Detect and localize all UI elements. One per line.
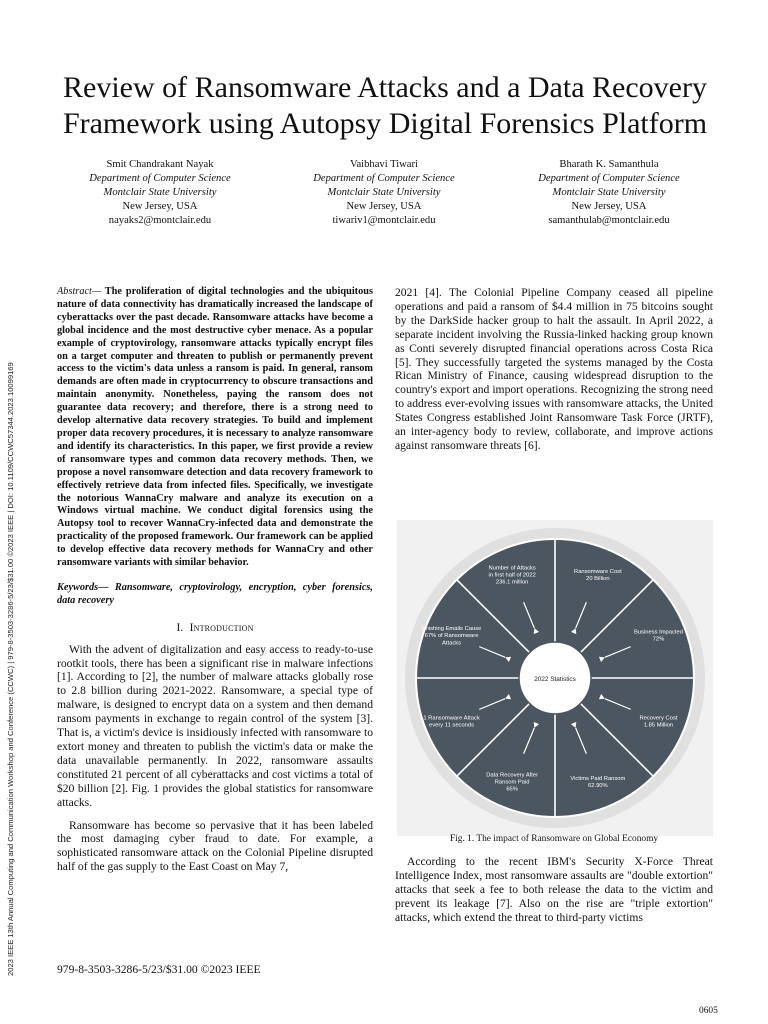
keywords-body: Ransomware, cryptovirology, encryption, cyber forensics, data recovery (57, 581, 373, 606)
wheel-segment-line: 1.85 Million (643, 722, 674, 729)
author-univ: Montclair State University (327, 187, 441, 198)
author-location: New Jersey, USA (346, 201, 422, 212)
author-dept: Department of Computer Science (313, 173, 455, 184)
wheel-segment-line: Ransomware Cost (574, 568, 622, 575)
statistics-wheel (397, 520, 713, 836)
author-name: Vaibhavi Tiwari (350, 159, 418, 170)
side-doi-text: 2023 IEEE 13th Annual Computing and Communication Workshop and Conference (CCWC) | 979-8-3503-3286-5/23/$31.00 ©2023 IEEE | DOI: 10.1109/CCWC57344.2023.10099169 (6, 362, 15, 976)
author-location: New Jersey, USA (122, 201, 198, 212)
author-email[interactable]: samanthulab@montclair.edu (548, 215, 670, 226)
author-block-2 (284, 158, 484, 228)
author-email[interactable]: tiwariv1@montclair.edu (332, 215, 436, 226)
wheel-segment-line: Number of Attacks (488, 565, 536, 572)
abstract-lead: Abstract— (57, 286, 102, 297)
wheel-segment-label (423, 715, 479, 728)
wheel-segment-line: 65% (506, 786, 518, 793)
wheel-segment-line: Business Impacted (633, 629, 683, 636)
right-column-bottom: According to the recent IBM's Security X-Force Threat Intelligence Index, most ransomware assaults are "double extortion" attacks that seek a fee to both release the data to the victim and prevent its leakage [7]. Also on the rise are "triple extortion" attacks, which extend the threat to third-party victims (395, 855, 713, 924)
wheel-segment-line: 62.90% (588, 783, 608, 790)
abstract (57, 286, 373, 570)
wheel-segment-line: 236.1 million (495, 579, 529, 586)
wheel-segment-line: 72% (652, 636, 665, 643)
author-block-3 (509, 158, 709, 228)
wheel-segment-line: Data Recovery After (486, 772, 539, 779)
keywords-lead: Keywords— (57, 581, 109, 593)
section-heading-introduction (57, 622, 373, 635)
figure-caption: Fig. 1. The impact of Ransomware on Global Economy (449, 834, 659, 844)
wheel-segment-line: Attacks (442, 640, 462, 647)
wheel-segment-line: 20 Billion (586, 576, 610, 583)
abstract-body: The proliferation of digital technologies and the ubiquitous nature of data connectivity has dramatically increased the landscape of cyberattacks over the past decade. Ransomware attacks have become a global incidence and the most destructive cyber menace. As a popular example of cryptovirology, ransomware attacks typically encrypt files on a target computer and threaten to publish or permanently prevent access to the victim's data unless a ransom is paid. In general, ransom demands are often made in cryptocurrency to obscure transactions and maintain anonymity. Nonetheless, paying the ransom does not guarantee data recovery; and therefore, there is a strong need to develop alternative data recovery strategies. To build and implement proper data recovery procedures, it is necessary to analyze ransomware and identify its characteristics. In this paper, we first provide a review of ransomware types and common data recovery methods. Then, we propose a novel ransomware detection and data recovery framework to effectively retrieve data from infected files. Specifically, we investigate the notorious WannaCry malware and analyze its execution on a Windows virtual machine. We conduct digital forensics using the Autopsy tool to recover WannaCry-infected data and demonstrate the practicality of the proposed framework. Our framework can be applied to develop effective data recovery methods for WannaCry and other ransomware variants with similar behavior. (57, 286, 373, 569)
wheel-segment-line: in first half of 2022 (488, 572, 536, 579)
paper-title (40, 70, 730, 142)
section-number: I. (176, 621, 184, 634)
keywords (57, 582, 373, 608)
author-univ: Montclair State University (552, 187, 666, 198)
author-dept: Department of Computer Science (538, 173, 680, 184)
author-email[interactable]: nayaks2@montclair.edu (108, 215, 212, 226)
intro-paragraph-1: With the advent of digitalization and easy access to ready-to-use rootkit tools, there has been a significant rise in malware infections [1]. According to [2], the number of malware attacks globally rose to 2.8 billion during 2021-2022. Ransomware, a special type of malware, is designed to encrypt data on a system and then demand ransom payments in exchange to regain control of the system [3]. That is, a victim's device is insidiously infected with ransomware to extort money and threaten to publish the victim's data or make the data unavailable permanently. In 2022, ransomware assaults constituted 21 percent of all cyberattacks and cost victims a total of $20 billion [2]. Fig. 1 provides the global statistics for ransomware attacks. (57, 642, 373, 809)
author-univ: Montclair State University (103, 187, 217, 198)
figure-1 (397, 520, 713, 836)
side-doi-strip (6, 186, 18, 976)
wheel-segment-line: Recovery Cost (639, 715, 678, 722)
wheel-segment-line: Victims Paid Ransom (570, 775, 626, 782)
wheel-center-label: 2022 Statistics (534, 676, 576, 683)
author-dept: Department of Computer Science (89, 173, 231, 184)
wheel-segment-line: 67% of Ransomware (424, 633, 479, 640)
intro-paragraph-2: Ransomware has become so pervasive that it has been labeled the most damaging cyber fraud to date. For example, a sophisticated ransomware attack on the Colonial Pipeline disrupted half of the gas supply to the East Coast on May 7, (57, 818, 373, 874)
left-column (57, 286, 373, 874)
footer-isbn: 979-8-3503-3286-5/23/$31.00 ©2023 IEEE (57, 963, 261, 976)
right-column-top: 2021 [4]. The Colonial Pipeline Company ceased all pipeline operations and paid a ransom of $4.4 million in 75 bitcoins sought by the DarkSide hacker group to halt the assault. In April 2022, a separate incident involving the Russia-linked hacking group known as Conti severely disrupted financial operations across Costa Rica [5]. They successfully targeted the systems managed by the Costa Rican Ministry of Finance, causing widespread disruption to the country's export and import operations. Recognizing the strong need to address ever-evolving issues with ransomware attacks, the United States Congress established Joint Ransomware Task Force (JRTF), an inter-agency body to review, collaborate, and improve actions against ransomware threats [6]. (395, 286, 713, 452)
author-location: New Jersey, USA (571, 201, 647, 212)
section-title: Introduction (189, 621, 254, 634)
title-line-1: Review of Ransomware Attacks and a Data Recovery (63, 71, 707, 104)
title-line-2: Framework using Autopsy Digital Forensics Platform (62, 107, 708, 140)
wheel-segment-line: Phishing Emails Cause (421, 625, 482, 632)
author-block-1 (60, 158, 260, 228)
author-name: Smit Chandrakant Nayak (106, 159, 214, 170)
wheel-segment-label (639, 715, 677, 728)
wheel-segment-line: 1 Ransomware Attack (423, 715, 480, 722)
author-name: Bharath K. Samanthula (559, 159, 659, 170)
wheel-segment-line: every 11 seconds (429, 722, 475, 729)
wheel-segment-line: Ransom Paid (494, 779, 530, 786)
page-number: 0605 (699, 1006, 718, 1016)
